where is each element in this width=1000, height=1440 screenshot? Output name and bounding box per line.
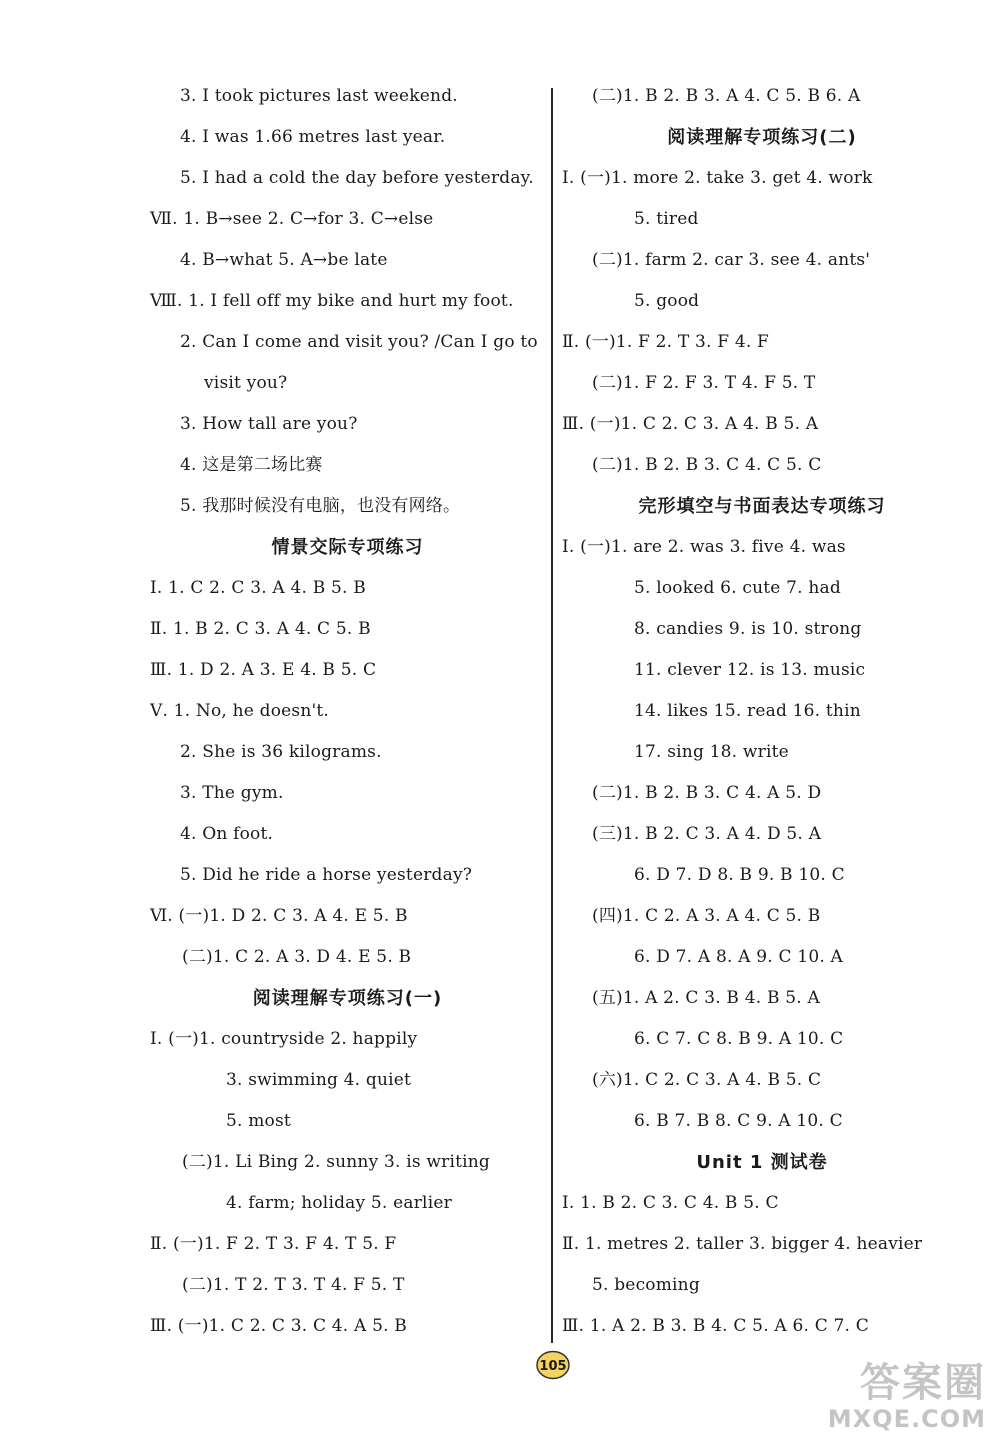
- answer-line: Ⅰ. 1. B 2. C 3. C 4. B 5. C: [562, 1193, 779, 1213]
- answer-line: (二)1. B 2. B 3. A 4. C 5. B 6. A: [592, 86, 861, 106]
- section-heading: 阅读理解专项练习(一): [252, 988, 443, 1009]
- answer-line: 5. I had a cold the day before yesterday.: [180, 168, 534, 188]
- answer-line: (六)1. C 2. C 3. A 4. B 5. C: [592, 1070, 822, 1090]
- section-heading: 阅读理解专项练习(二): [667, 127, 857, 148]
- answer-line: Ⅱ. (一)1. F 2. T 3. F 4. F: [562, 332, 770, 352]
- answer-line: (四)1. C 2. A 3. A 4. C 5. B: [592, 906, 821, 926]
- answer-line: 4. B→what 5. A→be late: [180, 250, 388, 270]
- right-column: [562, 76, 962, 1347]
- answer-line: Ⅰ. (一)1. are 2. was 3. five 4. was: [562, 537, 846, 557]
- answer-line: 6. D 7. A 8. A 9. C 10. A: [634, 947, 844, 967]
- answer-line: (二)1. farm 2. car 3. see 4. ants': [592, 250, 871, 270]
- answer-line: 11. clever 12. is 13. music: [634, 660, 866, 680]
- column-divider: [551, 88, 553, 1343]
- watermark-logo: [828, 1360, 986, 1432]
- answer-line: 5. looked 6. cute 7. had: [634, 578, 841, 598]
- answer-line: Ⅱ. 1. metres 2. taller 3. bigger 4. heavier: [562, 1234, 923, 1254]
- answer-line: (二)1. C 2. A 3. D 4. E 5. B: [182, 947, 412, 967]
- section-heading: 完形填空与书面表达专项练习: [638, 496, 886, 517]
- answer-line: 4. 这是第二场比赛: [180, 455, 323, 475]
- answer-line: (二)1. B 2. B 3. C 4. C 5. C: [592, 455, 822, 475]
- answer-line: 17. sing 18. write: [634, 742, 789, 762]
- answer-line: 2. She is 36 kilograms.: [180, 742, 382, 762]
- answer-line: 4. farm; holiday 5. earlier: [226, 1193, 452, 1213]
- section-heading: 情景交际专项练习: [271, 537, 424, 558]
- answer-line: Ⅲ. 1. A 2. B 3. B 4. C 5. A 6. C 7. C: [562, 1316, 869, 1336]
- answer-line: (二)1. Li Bing 2. sunny 3. is writing: [182, 1152, 490, 1172]
- answer-line: Ⅴ. 1. No, he doesn't.: [150, 701, 329, 721]
- answer-line: Ⅰ. (一)1. countryside 2. happily: [150, 1029, 418, 1049]
- answer-line: 6. D 7. D 8. B 9. B 10. C: [634, 865, 845, 885]
- answer-line: 5. 我那时候没有电脑，也没有网络。: [180, 496, 461, 516]
- watermark-domain: MXQE.COM: [827, 1405, 986, 1433]
- page-number: 105: [539, 1359, 567, 1374]
- answer-line: Ⅷ. 1. I fell off my bike and hurt my foot.: [150, 291, 514, 311]
- answer-line: (三)1. B 2. C 3. A 4. D 5. A: [592, 824, 822, 844]
- answer-line: 3. I took pictures last weekend.: [180, 86, 458, 106]
- answer-line: 5. tired: [634, 209, 699, 229]
- answer-line: 6. C 7. C 8. B 9. A 10. C: [634, 1029, 844, 1049]
- answer-line: Ⅲ. (一)1. C 2. C 3. A 4. B 5. A: [562, 414, 819, 434]
- answer-line: 8. candies 9. is 10. strong: [634, 619, 862, 639]
- answer-line: 4. On foot.: [180, 824, 274, 844]
- answer-line: 5. most: [226, 1111, 291, 1131]
- answer-line: visit you?: [204, 373, 288, 393]
- answer-line: Ⅶ. 1. B→see 2. C→for 3. C→else: [150, 209, 434, 229]
- answer-line: Ⅱ. 1. B 2. C 3. A 4. C 5. B: [150, 619, 371, 639]
- answer-line: Ⅲ. (一)1. C 2. C 3. C 4. A 5. B: [150, 1316, 407, 1336]
- answer-line: Ⅱ. (一)1. F 2. T 3. F 4. T 5. F: [150, 1234, 397, 1254]
- answer-line: (二)1. F 2. F 3. T 4. F 5. T: [592, 373, 816, 393]
- answer-line: 5. becoming: [592, 1275, 700, 1295]
- section-heading: Unit 1 测试卷: [696, 1152, 828, 1173]
- answer-line: Ⅵ. (一)1. D 2. C 3. A 4. E 5. B: [150, 906, 408, 926]
- page-number-badge: [536, 1350, 570, 1380]
- answer-line: 4. I was 1.66 metres last year.: [180, 127, 446, 147]
- answer-line: 3. The gym.: [180, 783, 284, 803]
- answer-line: Ⅰ. 1. C 2. C 3. A 4. B 5. B: [150, 578, 366, 598]
- answer-line: (二)1. B 2. B 3. C 4. A 5. D: [592, 783, 822, 803]
- answer-line: 3. How tall are you?: [180, 414, 358, 434]
- answer-line: Ⅰ. (一)1. more 2. take 3. get 4. work: [562, 168, 873, 188]
- answer-line: 6. B 7. B 8. C 9. A 10. C: [634, 1111, 843, 1131]
- answer-line: 14. likes 15. read 16. thin: [634, 701, 861, 721]
- answer-line: 2. Can I come and visit you? /Can I go to: [180, 332, 538, 352]
- watermark-brand: 答案圈: [860, 1360, 986, 1406]
- left-column: [150, 76, 545, 1347]
- answer-line: 3. swimming 4. quiet: [226, 1070, 412, 1090]
- answer-line: (二)1. T 2. T 3. T 4. F 5. T: [182, 1275, 405, 1295]
- answer-line: 5. good: [634, 291, 700, 311]
- answer-line: (五)1. A 2. C 3. B 4. B 5. A: [592, 988, 820, 1008]
- answer-line: 5. Did he ride a horse yesterday?: [180, 865, 473, 885]
- answer-line: Ⅲ. 1. D 2. A 3. E 4. B 5. C: [150, 660, 377, 680]
